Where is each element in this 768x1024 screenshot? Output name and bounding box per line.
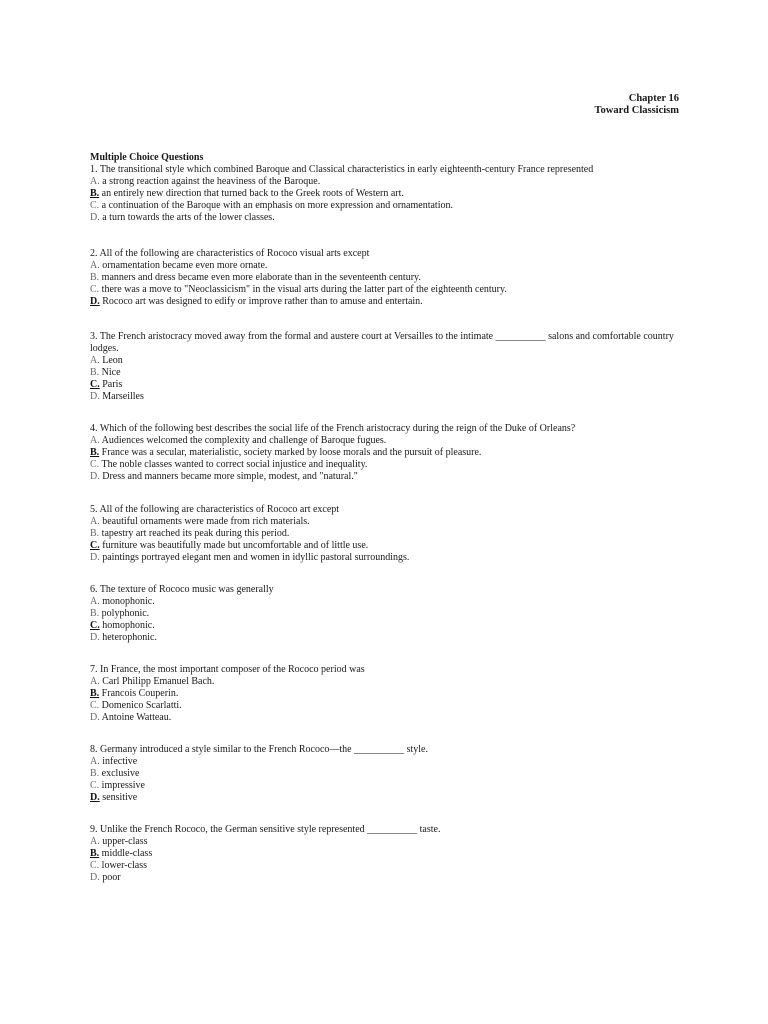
chapter-number: Chapter 16: [628, 93, 679, 104]
question-9: [90, 824, 680, 884]
option-d: D. Antoine Watteau.: [90, 712, 172, 723]
option-b: B. Francois Couperin.: [90, 688, 179, 699]
question-stem: 7. In France, the most important composer of the Rococo period was: [90, 664, 365, 675]
question-stem: 3. The French aristocracy moved away from the formal and austere court at Versailles to the intimate __________ salons and comfortable country lodges.: [90, 331, 674, 354]
option-a: A. monophonic.: [90, 596, 155, 607]
option-c: C. Paris: [90, 379, 123, 390]
option-d: D. Dress and manners became more simple, modest, and "natural.": [90, 471, 358, 482]
option-a: A. infective: [90, 756, 138, 767]
chapter-title: Toward Classicism: [594, 105, 679, 116]
option-d: D. a turn towards the arts of the lower classes.: [90, 212, 275, 223]
option-c: C. impressive: [90, 780, 145, 791]
option-a: A. ornamentation became even more ornate.: [90, 260, 268, 271]
question-stem: 8. Germany introduced a style similar to the French Rococo—the __________ style.: [90, 744, 428, 755]
question-3: [90, 331, 680, 403]
option-c: C. The noble classes wanted to correct social injustice and inequality.: [90, 459, 368, 470]
option-a: A. upper-class: [90, 836, 148, 847]
option-b: B. manners and dress became even more elaborate than in the seventeenth century.: [90, 272, 421, 283]
option-b: B. polyphonic.: [90, 608, 150, 619]
option-b: B. an entirely new direction that turned back to the Greek roots of Western art.: [90, 188, 404, 199]
option-d: D. Rococo art was designed to edify or improve rather than to amuse and entertain.: [90, 296, 423, 307]
option-d: D. paintings portrayed elegant men and women in idyllic pastoral surroundings.: [90, 552, 410, 563]
correct-answer-marker: B.: [90, 688, 100, 699]
option-d: D. heterophonic.: [90, 632, 157, 643]
section-title: Multiple Choice Questions: [90, 152, 204, 163]
option-c: C. Domenico Scarlatti.: [90, 700, 182, 711]
question-8: [90, 744, 680, 804]
question-stem: 5. All of the following are characteristics of Rococo art except: [90, 504, 340, 515]
correct-answer-marker: C.: [90, 620, 100, 631]
question-stem: 1. The transitional style which combined Baroque and Classical characteristics in early eighteenth-century France represented: [90, 164, 594, 175]
question-stem: 6. The texture of Rococo music was generally: [90, 584, 274, 595]
option-d: D. poor: [90, 872, 121, 883]
question-7: [90, 664, 680, 724]
correct-answer-marker: D.: [90, 296, 100, 307]
correct-answer-marker: C.: [90, 540, 100, 551]
option-b: B. France was a secular, materialistic, society marked by loose morals and the pursuit of pleasure.: [90, 447, 482, 458]
option-d: D. Marseilles: [90, 391, 144, 402]
option-c: C. there was a move to "Neoclassicism" in the visual arts during the latter part of the eighteenth century.: [90, 284, 507, 295]
option-a: A. Audiences welcomed the complexity and challenge of Baroque fugues.: [90, 435, 387, 446]
question-stem: 4. Which of the following best describes the social life of the French aristocracy during the reign of the Duke of Orleans?: [90, 423, 576, 434]
option-a: A. a strong reaction against the heaviness of the Baroque.: [90, 176, 321, 187]
question-1: [90, 164, 680, 224]
option-c: C. lower-class: [90, 860, 148, 871]
option-c: C. a continuation of the Baroque with an emphasis on more expression and ornamentation.: [90, 200, 453, 211]
option-c: C. furniture was beautifully made but uncomfortable and of little use.: [90, 540, 369, 551]
option-b: B. Nice: [90, 367, 121, 378]
correct-answer-marker: C.: [90, 379, 100, 390]
option-d: D. sensitive: [90, 792, 138, 803]
option-a: A. Leon: [90, 355, 123, 366]
option-a: A. Carl Philipp Emanuel Bach.: [90, 676, 215, 687]
correct-answer-marker: B.: [90, 848, 100, 859]
question-stem: 9. Unlike the French Rococo, the German sensitive style represented __________ taste.: [90, 824, 441, 835]
question-5: [90, 504, 680, 564]
option-b: B. tapestry art reached its peak during this period.: [90, 528, 290, 539]
question-2: [90, 248, 680, 308]
correct-answer-marker: B.: [90, 188, 100, 199]
option-c: C. homophonic.: [90, 620, 155, 631]
option-b: B. exclusive: [90, 768, 140, 779]
question-stem: 2. All of the following are characteristics of Rococo visual arts except: [90, 248, 370, 259]
chapter-header: [595, 93, 680, 117]
option-a: A. beautiful ornaments were made from rich materials.: [90, 516, 310, 527]
correct-answer-marker: B.: [90, 447, 100, 458]
correct-answer-marker: D.: [90, 792, 100, 803]
question-4: [90, 423, 680, 483]
option-b: B. middle-class: [90, 848, 153, 859]
question-6: [90, 584, 680, 644]
